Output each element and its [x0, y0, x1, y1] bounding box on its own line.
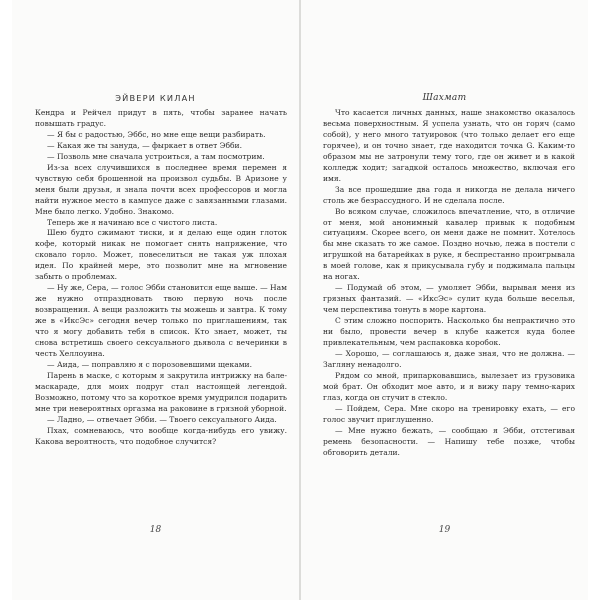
page-number-left: 18 [149, 525, 162, 535]
paragraph: — Пойдем, Сера. Мне скоро на тренировку ехать, — его голос звучит приглушенно. [323, 403, 575, 424]
paragraph: С этим сложно поспорить. Насколько бы непрактично это ни было, провести вечер в клубе кажется куда более привлекательным, чем распаковка коробок. [323, 316, 575, 348]
right-page [301, 0, 588, 600]
paragraph: Что касается личных данных, наше знакомство оказалось весьма поверхностным. Я успела узнать, что он горяч (само собой), у него много татуировок (что только делает его еще горячее), и он точно знает, где находится точка G. Каким-то образом мы не затронули тему того, где он живет и в какой колледж ходит; загадкой осталось множество, включая его имя. [323, 108, 575, 183]
paragraph: — Какая же ты зануда, — фыркает в ответ Эбби. [47, 140, 242, 150]
paragraph: — Я бы с радостью, Эббс, но мне еще вещи разбирать. [47, 129, 266, 139]
paragraph: Во всяком случае, сложилось впечатление, что, в отличие от меня, мой анонимный кавалер привык к подобным ситуациям. Скорее всего, он меня даже не помнит. Хотелось бы мне сказать то же самое. Поздно ночью, лежа в постели с игрушкой на батарейках в руке, я беспрестанно проигрывала в моей голове, как я прикусывала губу и поджимала пальцы на ногах. [323, 206, 575, 282]
paragraph: За все прошедшие два года я никогда не делала ничего столь же безрассудного. И не сделала после. [323, 184, 575, 205]
paragraph: Кендра и Рейчел придут в пять, чтобы заранее начать повышать градус. [35, 108, 287, 128]
paragraph: — Хорошо, — соглашаюсь я, даже зная, что не должна. — Загляну ненадолго. [323, 348, 575, 369]
paragraph: — Подумай об этом, — умоляет Эбби, вырывая меня из грязных фантазий. — «ИксЭс» сулит куда больше веселья, чем перспектива тонуть в море картона. [323, 283, 575, 315]
page-number-right: 19 [438, 525, 451, 535]
paragraph: Шею будто сжимают тиски, и я делаю еще один глоток кофе, который никак не помогает снять напряжение, что сковало горло. Может, повеселиться не такая уж плохая идея. По крайней мере, это позволит мне на мгновение забыть о проблемах. [35, 228, 287, 282]
paragraph: — Позволь мне сначала устроиться, а там посмотрим. [47, 151, 265, 161]
paragraph: — Мне нужно бежать, — сообщаю я Эбби, отстегивая ремень безопасности. — Напишу тебе позже, чтобы обговорить детали. [323, 425, 575, 457]
paragraph: Пхах, сомневаюсь, что вообще когда-нибудь его увижу. Какова вероятность, что подобное случится? [35, 425, 287, 446]
right-page-text [323, 108, 575, 459]
paragraph: Из-за всех случившихся в последнее время перемен я чувствую себя брошенной на произвол судьбы. В Аризоне у меня были друзья, я знала почти всех профессоров и могла найти нужное место в кампусе даже с завязанными глазами. Мне было легко. Удобно. Знакомо. [35, 162, 287, 216]
running-header-author: ЭЙВЕРИ КИЛАН [115, 93, 196, 103]
running-header-title: Шахмат [422, 93, 467, 103]
paragraph: — Ну же, Сера, — голос Эбби становится еще выше. — Нам же нужно отпраздновать твою первую ночь после возвращения. А вещи разложить ты можешь и завтра. К тому же в «ИксЭс» сегодня вечер только по приглашениям, так что я могу добавить тебя в список. Кто знает, может, ты снова встретишь своего сексуального дьявола с вечеринки в честь Хеллоуина. [35, 283, 287, 358]
paragraph: — Аида, — поправляю я с порозовевшими щеками. [47, 359, 252, 369]
left-page [12, 0, 299, 600]
paragraph: Рядом со мной, припарковавшись, вылезает из грузовика мой брат. Он обходит мое авто, и я вижу пару темно-карих глаз, когда он стучит в стекло. [323, 370, 575, 402]
paragraph: — Ладно, — отвечает Эбби. — Твоего сексуального Аида. [47, 414, 277, 424]
paragraph: Парень в маске, с которым я закрутила интрижку на бале-маскараде, для моих подруг стал настоящей легендой. Возможно, потому что за короткое время умудрился подарить мне три невероятных оргазма на раковине в грязной уборной. [35, 370, 287, 413]
left-page-text [35, 108, 287, 448]
paragraph: Теперь же я начинаю все с чистого листа. [47, 217, 218, 227]
